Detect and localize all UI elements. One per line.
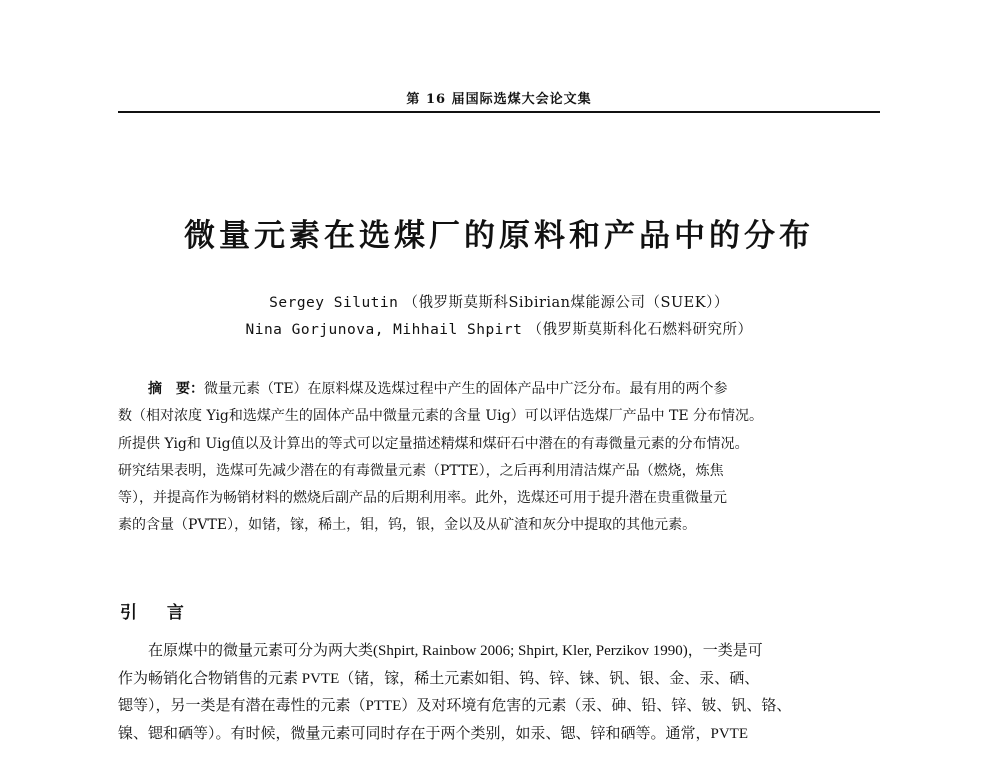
body-line: 锶等），另一类是有潜在毒性的元素（PTTE）及对环境有危害的元素（汞、砷、铅、锌、铍、钒、铬、 — [118, 698, 792, 714]
abstract-line — [118, 376, 882, 403]
author-affiliation: （俄罗斯莫斯科Sibirian煤能源公司（SUEK）） — [403, 295, 729, 311]
abstract-line: 素的含量（PVTE），如锗，镓，稀土，钼，钨，银，金以及从矿渣和灰分中提取的其他元素。 — [118, 517, 697, 534]
body-line: 作为畅销化合物销售的元素 PVTE（锗，镓，稀土元素如钼、钨、锌、铼、钒、银、金、汞、硒、 — [118, 670, 760, 687]
abstract-line-text: 微量元素（TE）在原料煤及选煤过程中产生的固体产品中广泛分布。最有用的两个参 — [204, 381, 728, 397]
abstract-line: 所提供 Yig和 Uig值以及计算出的等式可以定量描述精煤和煤矸石中潜在的有毒微量元素的分布情况。 — [118, 435, 749, 452]
body-line: 在原煤中的微量元素可分为两大类(Shpirt, Rainbow 2006; Shpirt, Kler, Perzikov 1990)，一类是可 — [148, 643, 763, 659]
author-name: Nina Gorjunova, Mihhail Shpirt — [245, 322, 523, 338]
header-rule — [118, 111, 880, 113]
author-name: Sergey Silutin — [269, 295, 399, 311]
author-affiliation: （俄罗斯莫斯科化石燃料研究所） — [527, 322, 753, 338]
abstract-line: 研究结果表明，选煤可先减少潜在的有毒微量元素（PTTE），之后再利用清洁煤产品（燃烧，炼焦 — [118, 462, 724, 479]
section-heading-introduction: 引 言 — [120, 603, 196, 623]
paper-title: 微量元素在选煤厂的原料和产品中的分布 — [184, 218, 814, 254]
abstract-label: 摘 要： — [148, 381, 204, 397]
running-header: 第 16 届国际选煤大会论文集 — [406, 92, 592, 107]
abstract — [118, 376, 882, 540]
body-line: 镍、锶和硒等）。有时候，微量元素可同时存在于两个类别，如汞、锶、锌和硒等。通常，PVTE — [118, 725, 749, 742]
abstract-line: 数（相对浓度 Yig和选煤产生的固体产品中微量元素的含量 Uig）可以评估选煤厂产品中 TE 分布情况。 — [118, 408, 764, 425]
abstract-line: 等），并提高作为畅销材料的燃烧后副产品的后期利用率。此外，选煤还可用于提升潜在贵重微量元 — [118, 490, 727, 507]
author-line-1 — [118, 291, 880, 312]
body-paragraph — [118, 638, 884, 748]
author-line-2 — [118, 318, 880, 339]
